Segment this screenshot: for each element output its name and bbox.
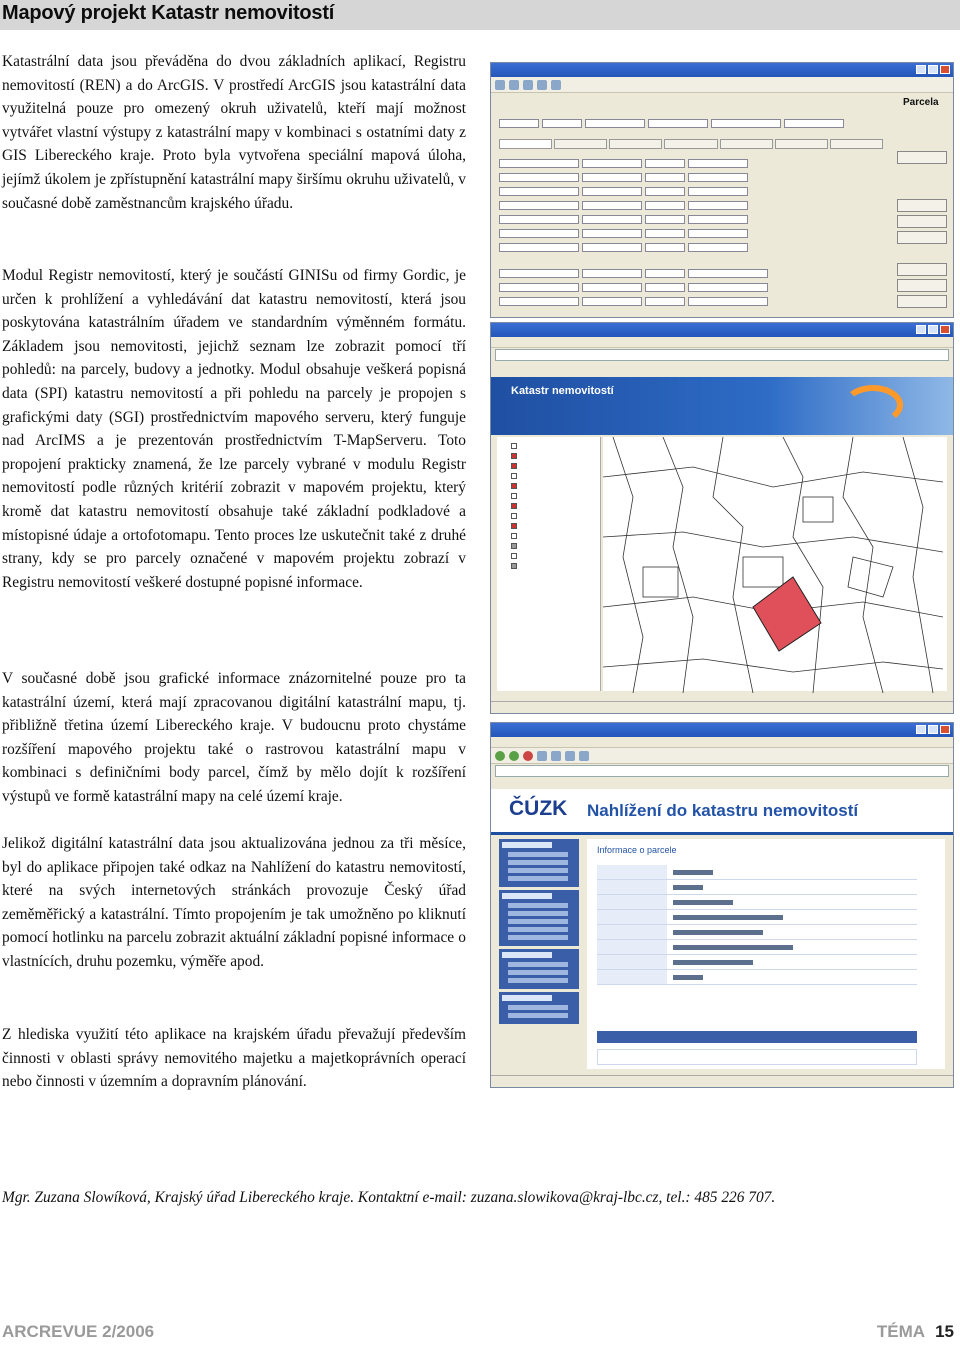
- cadastral-map-graphic: [603, 437, 943, 693]
- window-buttons: [916, 725, 950, 734]
- form-button[interactable]: [897, 279, 947, 292]
- back-icon[interactable]: [495, 751, 505, 761]
- map-banner: [491, 377, 953, 435]
- form-button[interactable]: [897, 263, 947, 276]
- window-titlebar: [491, 723, 953, 737]
- window-titlebar: [491, 63, 953, 77]
- screenshot-cuzk: [490, 722, 954, 1088]
- browser-toolbar: [491, 748, 953, 764]
- close-icon: [940, 65, 950, 74]
- window-toolbar: [491, 77, 953, 93]
- search-icon[interactable]: [565, 751, 575, 761]
- refresh-icon[interactable]: [537, 751, 547, 761]
- form-row: [499, 173, 748, 182]
- minimize-icon: [916, 725, 926, 734]
- form-row: [499, 243, 748, 252]
- minimize-icon: [916, 65, 926, 74]
- favorites-icon[interactable]: [579, 751, 589, 761]
- page-title: Mapový projekt Katastr nemovitostí: [2, 2, 335, 24]
- maximize-icon: [928, 325, 938, 334]
- form-heading: Parcela: [903, 97, 939, 108]
- close-icon: [940, 725, 950, 734]
- parcel-info-table: [597, 865, 917, 985]
- status-bar: [491, 1075, 953, 1087]
- toolbar-icon: [537, 80, 547, 90]
- page-number: 15: [935, 1322, 954, 1341]
- forward-icon[interactable]: [509, 751, 519, 761]
- article-paragraph-1: Katastrální data jsou převáděna do dvou základních aplikací, Registru nemovitostí (REN) a do ArcGIS. V prostředí ArcGIS jsou katastrální data využitelná pouze pro omezený okruh uživatelů, kteří mají možnost vytvářet vlastní výstupy z katastrální mapy v kombinaci s ostatními daty z GIS Libereckého kraje. Proto byla vytvořena speciální mapová úloha, jejímž úkolem je zpřístupnění katastrální mapy širšímu okruhu uživatelů, v současné době zaměstnancům krajského úřadu.: [2, 53, 466, 212]
- cuzk-header: [491, 789, 953, 835]
- home-icon[interactable]: [551, 751, 561, 761]
- toolbar-icon: [523, 80, 533, 90]
- owner-row: [597, 1049, 917, 1065]
- form-button[interactable]: [897, 199, 947, 212]
- toolbar-icon: [551, 80, 561, 90]
- banner-swoosh-icon: [843, 385, 903, 425]
- form-row: [499, 269, 768, 278]
- form-row: [499, 297, 768, 306]
- article-paragraph-5: Z hlediska využití této aplikace na krajském úřadu převažují především činnosti v oblasti správy nemovitého majetku a majetkoprávních operací nebo činnosti v územním a dopravním plánování.: [2, 1026, 466, 1091]
- cuzk-logo: ČÚZK: [509, 797, 568, 820]
- footer-section-label: TÉMA: [876, 1322, 926, 1341]
- window-buttons: [916, 325, 950, 334]
- form-button[interactable]: [897, 151, 947, 164]
- form-row: [499, 283, 768, 292]
- address-bar[interactable]: [495, 349, 949, 361]
- maximize-icon: [928, 725, 938, 734]
- form-row: [499, 187, 748, 196]
- article-paragraph-2: Modul Registr nemovitostí, který je součástí GINISu od firmy Gordic, je určen k prohlížení a vyhledávání dat katastru nemovitostí, která jsou poskytována katastrálním úřadem ve standardním výměnném formátu. Základem jsou nemovitosti, jejichž seznam lze zobrazit pomocí tří pohledů: na parcely, budovy a jednotky. Modul obsahuje veškerá popisná data (SPI) katastru nemovitostí a při pohledu na parcely je propojen s grafickými daty (SGI) prostřednictvím mapového serveru, který funguje nad ArcIMS a je prezentován prostřednictvím T-MapServeru. Toto propojení prakticky znamená, že lze parcely vybrané v modulu Registr nemovitostí podle různých kritérií zobrazit v mapovém projektu, který kromě dat katastru nemovitostí obsahuje také základní podkladové a místopisné údaje a ortofotomapu. Tento proces lze uskutečnit také z druhé strany, kdy se pro parcely označené v mapovém projektu zobrazí v Registru nemovitostí veškeré dostupné popisné informace.: [2, 267, 466, 591]
- form-row: [499, 229, 748, 238]
- author-line: Mgr. Zuzana Slowíková, Krajský úřad Libereckého kraje. Kontaktní e-mail: zuzana.slowikova@kraj-lbc.cz, tel.: 485 226 707.: [2, 1189, 776, 1206]
- cuzk-parcel-info: [587, 839, 945, 1069]
- address-bar[interactable]: [495, 765, 949, 777]
- toolbar-icon: [509, 80, 519, 90]
- cuzk-title: Nahlížení do katastru nemovitostí: [587, 801, 859, 820]
- map-banner-title: Katastr nemovitostí: [511, 385, 614, 397]
- cuzk-section-heading: Informace o parcele: [597, 845, 677, 855]
- window-titlebar: [491, 323, 953, 337]
- form-row: [499, 215, 748, 224]
- cuzk-sidebar: [499, 839, 579, 1069]
- title-band: [0, 0, 960, 30]
- status-bar: [491, 701, 953, 713]
- screenshot-parcel-form: [490, 62, 954, 318]
- map-legend: [497, 437, 601, 691]
- minimize-icon: [916, 325, 926, 334]
- cadastral-map[interactable]: [603, 437, 947, 691]
- screenshot-map-project: [490, 322, 954, 714]
- window-buttons: [916, 65, 950, 74]
- close-icon: [940, 325, 950, 334]
- form-row: [499, 201, 748, 210]
- owner-section-bar: [597, 1031, 917, 1043]
- form-row: [499, 159, 748, 168]
- form-row: [499, 119, 844, 128]
- form-button[interactable]: [897, 295, 947, 308]
- menu-bar: [491, 337, 953, 348]
- toolbar-icon: [495, 80, 505, 90]
- form-button[interactable]: [897, 215, 947, 228]
- form-tabs: [499, 139, 883, 149]
- footer-journal: ARCREVUE 2/2006: [2, 1322, 155, 1341]
- footer-section: [877, 1322, 954, 1342]
- menu-bar: [491, 737, 953, 748]
- article-paragraph-4: Jelikož digitální katastrální data jsou aktualizována jednou za tři měsíce, byl do aplikace připojen také odkaz na Nahlížení do katastru nemovitostí, které na svých internetových stránkách provozuje Český úřad zeměměřický a katastrální. Tímto propojením je tak umožněno po kliknutí pomocí hotlinku na parcelu zobrazit aktuální základní popisné informace o vlastnících, druhu pozemku, výměře apod.: [2, 835, 466, 970]
- article-paragraph-3: V současné době jsou grafické informace znázornitelné pouze pro ta katastrální území, která mají zpracovanou digitální katastrální mapu, tj. přibližně třetina území Libereckého kraje. V budoucnu proto chystáme rozšíření mapového projektu také o rastrovou katastrální mapu v kombinaci s definičními body parcel, čímž by mělo dojít k rozšíření výstupů ve formě katastrální mapy na celé území kraje.: [2, 670, 466, 805]
- form-button[interactable]: [897, 231, 947, 244]
- maximize-icon: [928, 65, 938, 74]
- stop-icon[interactable]: [523, 751, 533, 761]
